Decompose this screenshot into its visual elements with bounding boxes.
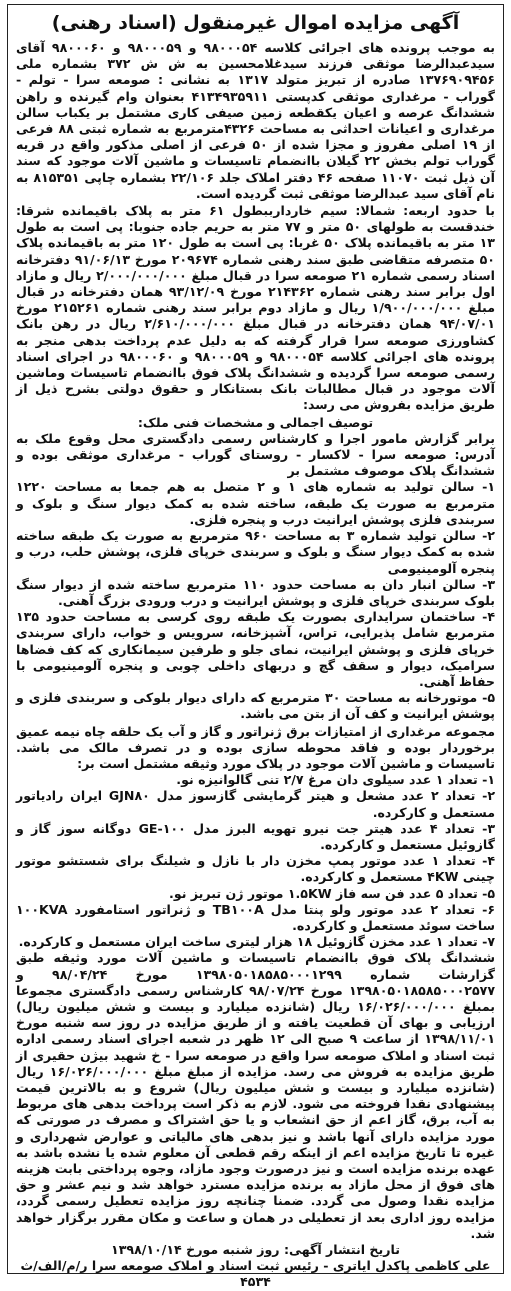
building-item: ۴- ساختمان سرایداری بصورت یک طبقه روی کرسی به مساحت حدود ۱۳۵ مترمربع شامل پذیرایی، تراس، آشپزخانه، سرویس و خواب، دارای سربندی خرپای فلزی و پوشش ایرانیت، نمای جلو و طرفین سیمانکاری که کف فضاها سرامیک، دیوار و سقف گچ و دربهای داخلی چوبی و پنجره آلومینیومی با حفاظ آهنی. [16,609,495,689]
equipment-item: ۱- تعداد ۱ عدد سیلوی دان مرغ ۲/۷ تنی گالوانیزه نو. [176,772,495,788]
auction-notice [7,4,504,1290]
notice-title: آگهی مزایده اموال غیرمنقول (اسناد رهنی) [51,12,460,34]
equipment-item: ۷- تعداد ۱ عدد مخزن گازوئیل ۱۸ هزار لیتری ساخت ایران مستعمل و کارکرده. [18,934,495,950]
equipment-item: ۳- تعداد ۴ عدد هیتر جت نیرو تهویه البرز مدل GE-۱۰۰ دوگانه سوز گاز و گازوئیل مستعمل و کارکرده. [16,820,495,852]
equipment-item: ۲- تعداد ۲ عدد مشعل و هیتر گرمایشی گازسوز مدل GJN۸۰ ایران رادیاتور مستعمل و کارکرده. [16,788,496,820]
expert-paragraph: برابر گزارش مامور اجرا و کارشناس رسمی دادگستری محل وقوع ملک به آدرس: صومعه سرا - لاکسار - روستای گوراب - مرغداری موثقی بوده و ششدانگ پلاک موصوف مشتمل بر [16,430,495,479]
intro-paragraph: به موجب پرونده های اجرائی کلاسه ۹۸۰۰۰۵۴ و ۹۸۰۰۰۵۹ و ۹۸۰۰۰۶۰ آقای سیدعبدالرضا موثقی فرزند سیدغلامحسین به ش ش ۳۷۲ بشماره ملی ۱۳۷۶۹۰۹۴۵۶ صادره از تبریز متولد ۱۳۱۷ به نشانی : صومعه سرا - تولم - گوراب - مرغداری موثقی کدپستی ۴۱۳۴۹۳۵۹۱۱ بعنوان وام گیرنده و راهن ششدانگ عرصه و اعیان یکقطعه زمین صیفی کاری مشتمل بر یکباب سالن مرغداری و اعیانات احداثی به مساحت ۴۳۲۶مترمربع به شماره ثبتی ۸۸ فرعی از ۱۹ اصلی مفروز و مجزا شده از ۵۰ فرعی از اصلی مذکور واقع در قریه گوراب تولم بخش ۲۲ گیلان باانضمام تاسیسات و ماشین آلات موجود که سند آن ذیل ثبت ۱۱۰۷۰ صفحه ۴۶ دفتر املاک جلد ۲۲/۱۰۶ بشماره چاپی ۸۱۵۳۵۱ به نام آقای سید عبدالرضا موثقی ثبت گردیده است. [16,40,495,201]
publish-date: تاریخ انتشار آگهی: روز شنبه مورخ ۱۳۹۸/۱۰/۱۴ [111,1242,400,1258]
building-item: ۲- سالن تولید شماره ۳ به مساحت ۹۶۰ مترمربع به صورت یک طبقه ساخته شده به کمک دیوار سنگ و بلوک و سربندی خرپای فلزی، پوشش حلب، درب و پنجره آلومینیومی [16,528,495,576]
facilities-paragraph: مجموعه مرغداری از امتیازات برق ژنراتور و گاز و آب یک حلقه چاه نیمه عمیق برخوردار بوده و فاقد محوطه سازی بوده و در تصرف مالک می باشد. تاسیسات و ماشین آلات موجود در پلاک مورد وثیقه مشتمل است بر: [16,723,495,771]
building-item: ۱- سالن تولید به شماره های ۱ و ۲ متصل به هم جمعا به مساحت ۱۲۲۰ مترمربع به صورت یک طبقه، ساخته شده به کمک دیوار سنگ و بلوک و سربندی فلزی پوشش ایرانیت درب و پنجره فلزی. [16,479,495,527]
notice-footer [16,1242,495,1291]
boundaries-paragraph: با حدود اربعه: شمالا: سیم خاردارببطول ۶۱ متر به پلاک باقیمانده شرقا: خندقست به طولهای ۵۰ متر و ۷۷ متر به حریم جاده جنوبا: پی است به طول ۱۳ متر به باقیمانده پلاک ۵۰ غربا: پی است به طول ۱۲۰ متر به باقیمانده پلاک ۵۰ متصرفه متقاضی طبق سند رهنی شماره ۲۰۹۶۷۴ مورخ ۹۱/۰۶/۱۳ دفترخانه اسناد رسمی شماره ۲۱ صومعه سرا در قبال مبلغ ۲/۰۰۰/۰۰۰/۰۰۰ ریال و مازاد اول برابر سند رهنی شماره ۲۱۴۳۶۲ مورخ ۹۳/۱۲/۰۹ همان دفترخانه در قبال مبلغ ۱/۹۰۰/۰۰۰/۰۰۰ ریال و مازاد دوم برابر سند رهنی شماره ۲۱۵۲۶۱ مورخ ۹۴/۰۷/۰۱ همان دفترخانه در قبال مبلغ ۲/۶۱۰/۰۰۰/۰۰۰ ریال در رهن بانک کشاورزی صومعه سرا قرار گرفته که به دلیل عدم پرداخت بدهی منجر به پرونده های اجرائی کلاسه ۹۸۰۰۰۵۴ و ۹۸۰۰۰۵۹ و ۹۸۰۰۰۶۰ در اجرای اسناد رسمی صومعه سرا گردیده و ششدانگ پلاک فوق باانضمام تاسیسات وماشین آلات موجود در قبال مطالبات بانک بستانکار و حقوق دولتی بشرح ذیل از طریق مزایده بفروش می رسد: [16,203,495,413]
equipment-item: ۶- تعداد ۲ عدد موتور ولو پنتا مدل TB۱۰۰A و ژنراتور استامفورد ۱۰۰KVA ساخت سوئد مستعمل و کارکرده. [16,901,495,933]
valuation-paragraph: ششدانگ پلاک فوق باانضمام تاسیسات و ماشین آلات مورد وثیقه طبق گزارشات شماره ۱۳۹۸۰۵۰۱۸۵۸۵۰۰۰۱۲۹۹ مورخ ۹۸/۰۴/۲۴ و ۱۳۹۸۰۵۰۱۸۵۸۵۰۰۰۲۵۷۷ مورخ ۹۸/۰۷/۲۴ کارشناس رسمی دادگستری مجموعا بمبلغ ۱۶/۰۲۶/۰۰۰/۰۰۰ ریال (شانزده میلیارد و بیست و شش میلیون ریال) ارزیابی و بهای آن قطعیت یافته و از طریق مزایده در روز سه شنبه مورخ ۱۳۹۸/۱۱/۰۱ از ساعت ۹ صبح الی ۱۲ ظهر در شعبه اجرای اسناد رسمی اداره ثبت اسناد و املاک صومعه سرا واقع در صومعه سرا - خ شهید بیژن حقیری از طریق مزایده به فروش می رسد. مزایده از مبلغ مبلغ ۱۶/۰۲۶/۰۰۰/۰۰۰ ریال (شانزده میلیارد و بیست و شش میلیون ریال) شروع و به بالاترین قیمت پیشنهادی نقدا فروخته می شود. لازم به ذکر است پرداخت بدهی های مربوط به آب، برق، گاز اعم از حق انشعاب و یا حق اشتراک و مصرف در صورتی که مورد مزایده دارای آنها باشد و نیز بدهی های مالیاتی و عوارض شهرداری و غیره تا تاریخ مزایده اعم از اینکه رقم قطعی آن معلوم شده یا نشده باشد به عهده برنده مزایده است و نیز درصورت وجود مازاد، وجوه پرداختی بابت هزینه های فوق از محل مازاد به برنده مزایده مسترد خواهد شد و نیم عشر و حق مزایده نقدا وصول می گردد. ضمنا چنانچه روز مزایده تعطیل رسمی گردد، مزایده روز اداری بعد از تعطیلی در همان و ساعت و مکان مقرر برگزار خواهد شد. [16,950,496,1241]
equipment-item: ۵- تعداد ۵ عدد فن سه فاز ۱.۵KW موتور ژن تبریز نو. [169,885,495,901]
equipment-list [16,772,495,950]
spec-heading: توصیف اجمالی و مشخصات فنی ملک: [137,414,374,430]
buildings-list [16,479,495,722]
building-item: ۵- موتورخانه به مساحت ۳۰ مترمربع که دارای دیوار بلوکی و سربندی فلزی و پوشش ایرانیت و کف آن از بتن می باشد. [16,690,495,722]
building-item: ۳- سالن انبار دان به مساحت حدود ۱۱۰ مترمربع ساخته شده از دیوار سنگ بلوک سربندی خرپای فلزی و پوشش ایرانیت و درب ورودی بزرگ آهنی. [16,576,496,608]
equipment-item: ۴- تعداد ۱ عدد موتور پمپ مخزن دار با نازل و شیلنگ برای شستشو موتور چینی ۴KW مستعمل و کارکرده. [16,853,495,885]
signature-line: علی کاظمی پاکدل ایاتری - رئیس ثبت اسناد و املاک صومعه سرا ر/م/الف/ث ۴۵۳۴ [20,1258,491,1290]
